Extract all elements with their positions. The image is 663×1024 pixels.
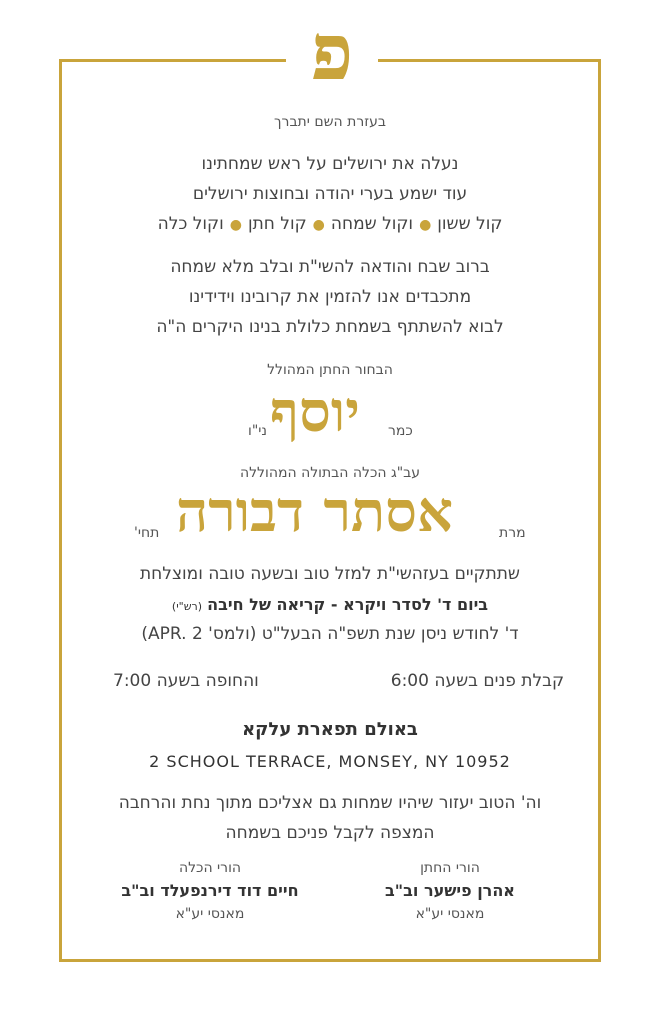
groom-name: יוסף <box>270 379 360 445</box>
groom-parents-city: מאנסי יע"א <box>415 906 485 922</box>
bride-parents-label: הורי הכלה <box>178 860 242 876</box>
voice-1: קול ששון <box>437 214 503 234</box>
separator-dot: ● <box>419 217 432 233</box>
invite-line-3: לבוא להשתתף בשמחת כלולת בנינו היקרים ה"ה <box>156 317 504 337</box>
opening-blessing: בעזרת השם יתברך <box>274 114 386 130</box>
voice-2: וקול שמחה <box>330 214 414 234</box>
groom-prefix: כמר <box>388 423 413 439</box>
bride-suffix: תחי' <box>134 525 160 541</box>
groom-parents-label: הורי החתן <box>420 860 480 876</box>
date-line-2 <box>80 595 580 614</box>
chuppah-time: והחופה בשעה 7:00 <box>113 671 259 691</box>
invite-line-1: ברוב שבח והודאה להשי"ת ובלב מלא שמחה <box>170 257 490 277</box>
date-line-3: ד' לחודש ניסן שנת תשפ"ה הבעל"ט (ולמס' APR. 2) <box>141 624 519 644</box>
bride-parents-names: חיים דוד דירנפעלד וב"ב <box>121 881 299 900</box>
bride-name: אסתר דבורה <box>176 479 453 545</box>
date-line-1: שתתקיים בעזהשי"ת למזל טוב ובשעה טובה ומוצלחת <box>140 564 520 584</box>
venue-address: 2 SCHOOL TERRACE, MONSEY, NY 10952 <box>149 752 511 771</box>
separator-dot: ● <box>312 217 325 233</box>
voices-line <box>80 214 580 234</box>
venue-name: באולם תפארת עלקא <box>242 719 418 740</box>
voice-3: קול חתן <box>247 214 307 234</box>
bride-prefix: מרת <box>499 525 526 541</box>
monogram-letter: פ <box>310 7 354 98</box>
groom-title: הבחור החתן המהולל <box>267 362 393 378</box>
voice-4: וקול כלה <box>157 214 224 234</box>
date-parsha: ביום ד' לסדר ויקרא - קריאה של חיבה <box>207 595 489 614</box>
bride-title: עב"ג הכלה הבתולה המהוללה <box>239 465 421 481</box>
reception-time: קבלת פנים בשעה 6:00 <box>390 671 564 691</box>
bride-parents-city: מאנסי יע"א <box>175 906 245 922</box>
verse-line-2: עוד ישמע בערי יהודה ובחוצות ירושלים <box>192 184 468 204</box>
closing-line-2: המצפה לקבל פניכם בשמחה <box>225 823 435 843</box>
groom-suffix: ני"ו <box>248 423 267 439</box>
date-note: (רש"י) <box>171 600 203 613</box>
verse-line-1: נעלה את ירושלים על ראש שמחתינו <box>201 154 459 174</box>
groom-parents-names: אהרן פישער וב"ב <box>385 881 515 900</box>
separator-dot: ● <box>229 217 242 233</box>
invite-line-2: מתכבדים אנו להזמין את קרובינו וידידינו <box>188 287 472 307</box>
closing-line-1: וה' הטוב יעזור שיהיו שמחות גם אצליכם מתוך נחת והרחבה <box>118 793 542 813</box>
